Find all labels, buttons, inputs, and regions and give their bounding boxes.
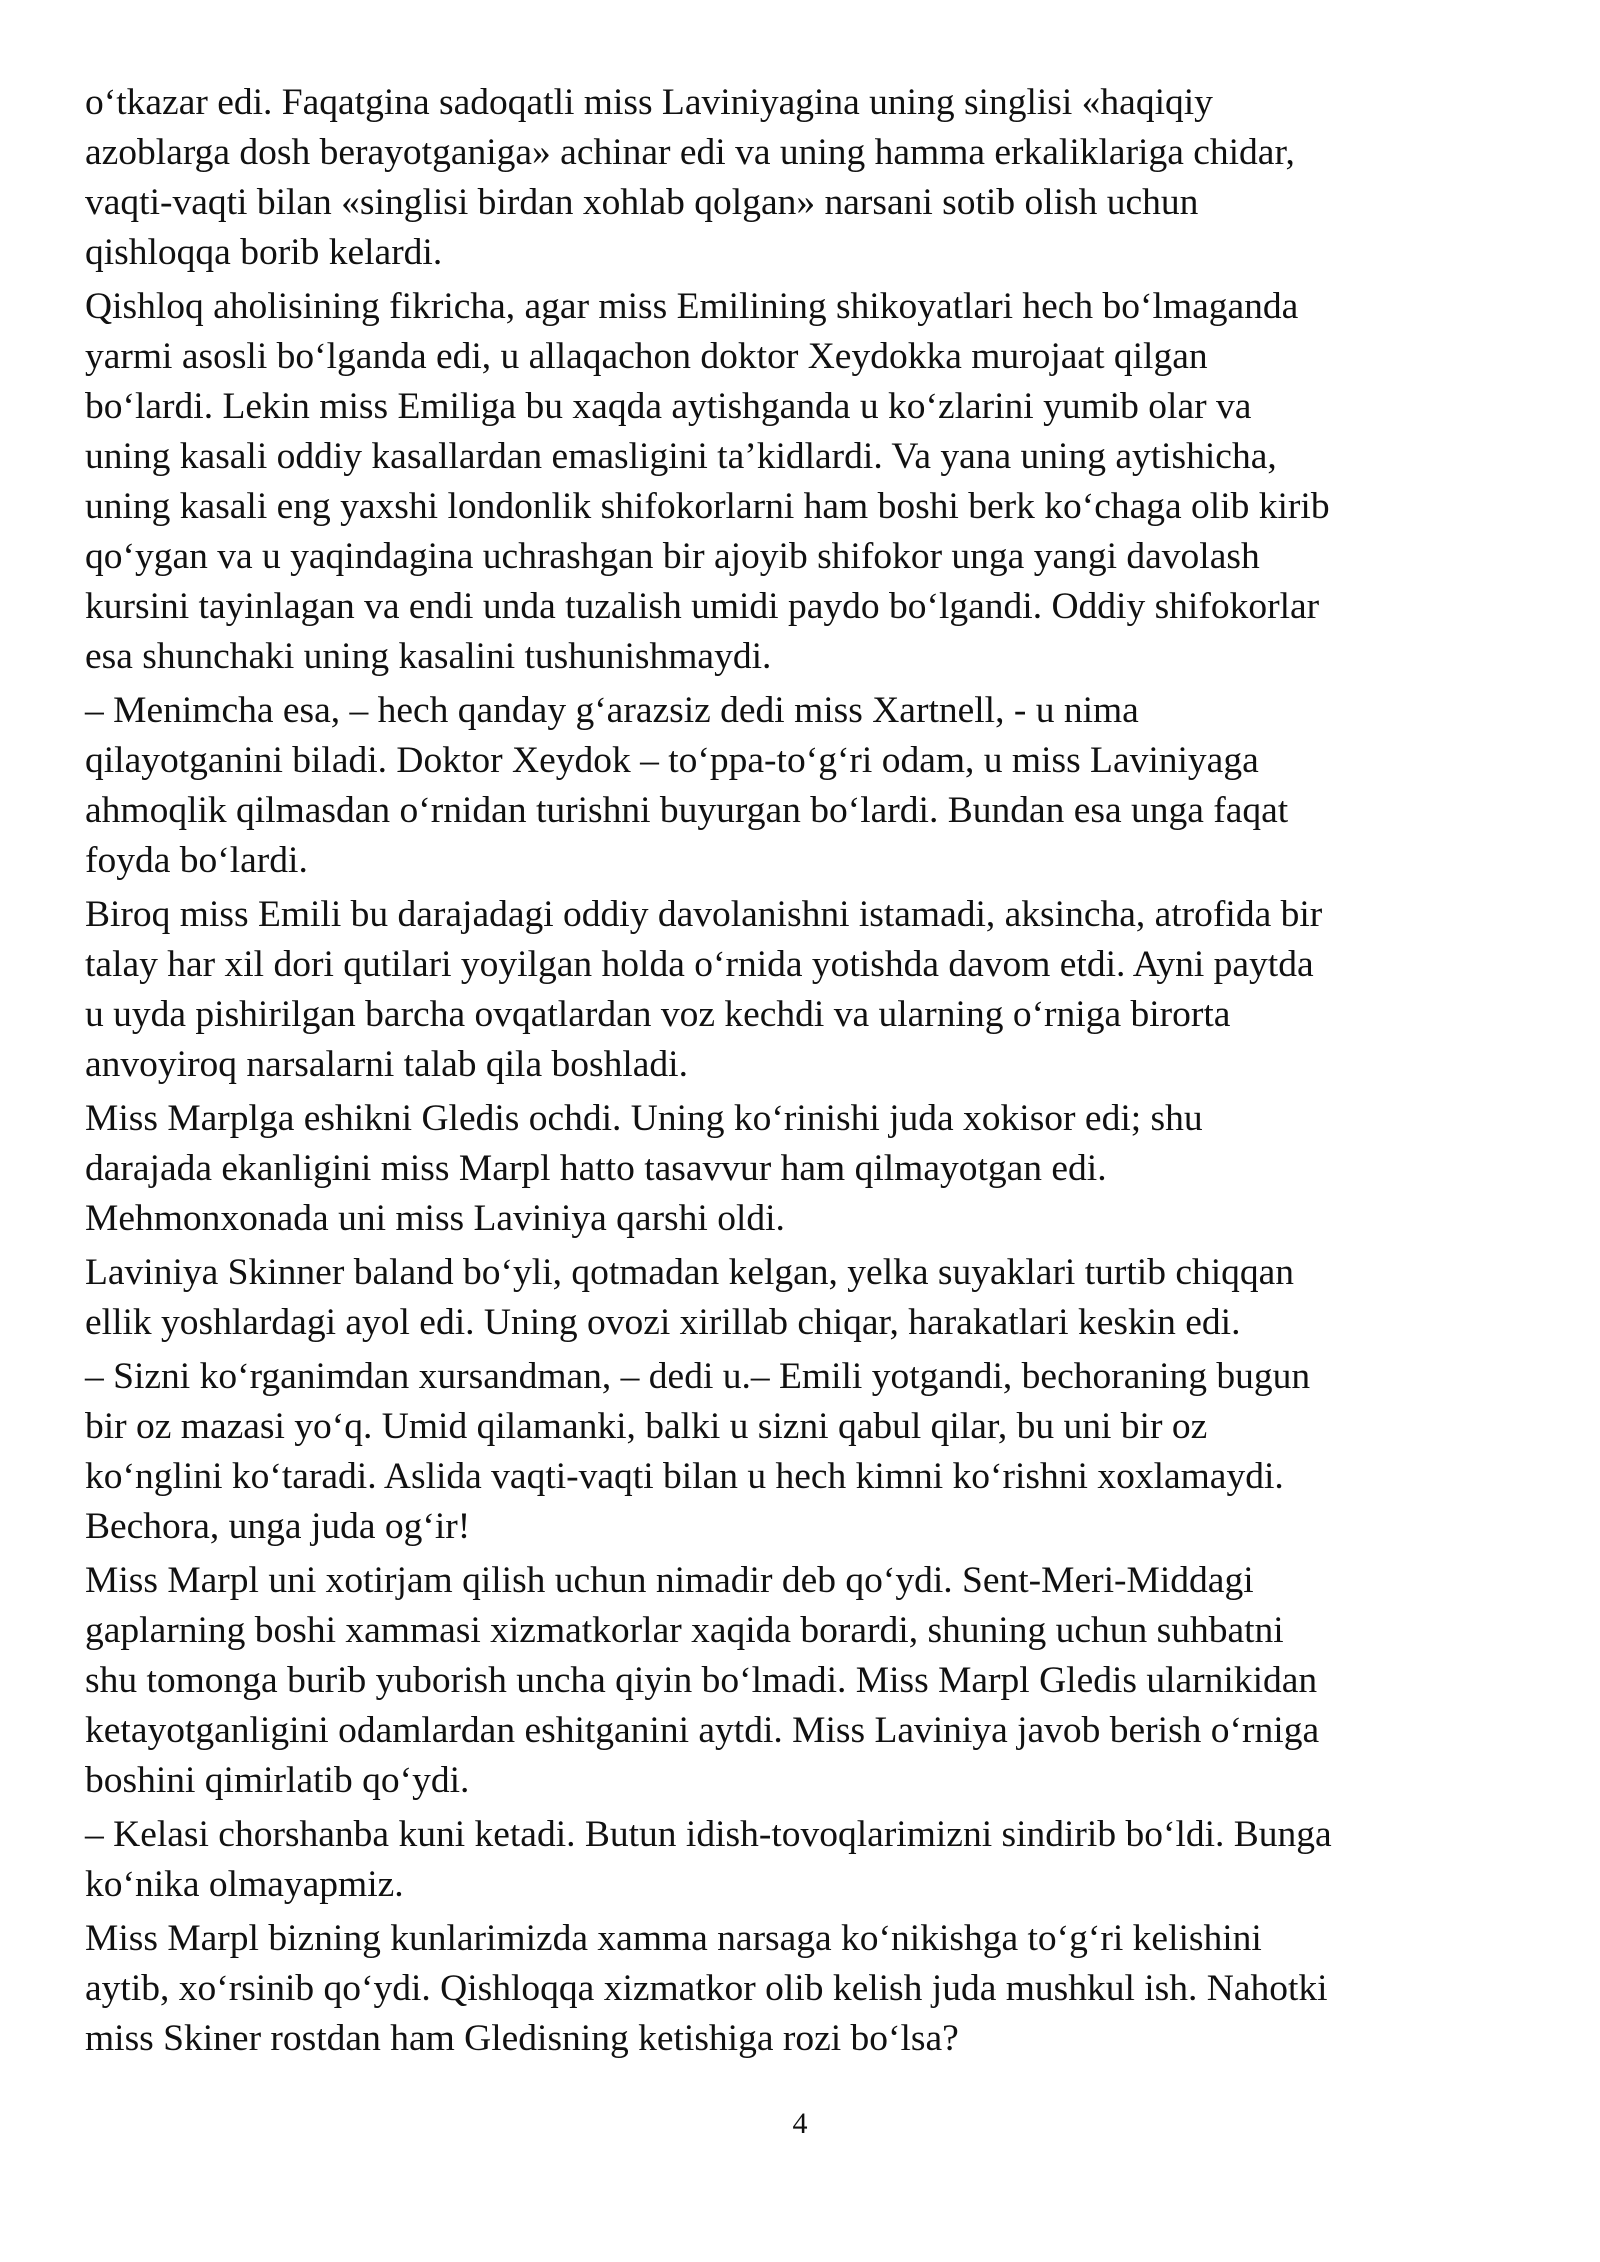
text-line: vaqti-vaqti bilan «singlisi birdan xohlab qolgan» narsani sotib olish uchun bbox=[85, 182, 1199, 223]
text-line: Miss Marplga eshikni Gledis ochdi. Uning ko‘rinishi juda xokisor edi; shu bbox=[85, 1098, 1203, 1139]
text-line: – Sizni ko‘rganimdan xursandman, – dedi u.– Emili yotgandi, bechoraning bugun bbox=[85, 1356, 1311, 1397]
paragraph bbox=[85, 1248, 1545, 1348]
text-line: o‘tkazar edi. Faqatgina sadoqatli miss Laviniyagina uning singlisi «haqiqiy bbox=[85, 82, 1213, 123]
text-line: foyda bo‘lardi. bbox=[85, 840, 308, 881]
text-line: darajada ekanligini miss Marpl hatto tasavvur ham qilmayotgan edi. bbox=[85, 1148, 1107, 1189]
text-line: Mehmonxonada uni miss Laviniya qarshi oldi. bbox=[85, 1198, 785, 1239]
text-line: Biroq miss Emili bu darajadagi oddiy davolanishni istamadi, aksincha, atrofida bir bbox=[85, 894, 1323, 935]
text-line: qishloqqa borib kelardi. bbox=[85, 232, 443, 273]
text-line: aytib, xo‘rsinib qo‘ydi. Qishloqqa xizmatkor olib kelish juda mushkul ish. Nahotki bbox=[85, 1968, 1328, 2009]
paragraph bbox=[85, 1352, 1545, 1552]
paragraph bbox=[85, 890, 1545, 1090]
text-line: ketayotganligini odamlardan eshitganini aytdi. Miss Laviniya javob berish o‘rniga bbox=[85, 1710, 1320, 1751]
text-line: Miss Marpl uni xotirjam qilish uchun nimadir deb qo‘ydi. Sent-Meri-Middagi bbox=[85, 1560, 1254, 1601]
paragraph bbox=[85, 78, 1545, 278]
text-line: uning kasali eng yaxshi londonlik shifokorlarni ham boshi berk ko‘chaga olib kirib bbox=[85, 486, 1330, 527]
text-line: Miss Marpl bizning kunlarimizda xamma narsaga ko‘nikishga to‘g‘ri kelishini bbox=[85, 1918, 1262, 1959]
paragraph bbox=[85, 282, 1545, 682]
paragraph bbox=[85, 1556, 1545, 1806]
text-line: qo‘ygan va u yaqindagina uchrashgan bir ajoyib shifokor unga yangi davolash bbox=[85, 536, 1260, 577]
text-line: gaplarning boshi xammasi xizmatkorlar xaqida borardi, shuning uchun suhbatni bbox=[85, 1610, 1284, 1651]
text-line: bir oz mazasi yo‘q. Umid qilamanki, balki u sizni qabul qilar, bu uni bir oz bbox=[85, 1406, 1208, 1447]
paragraph bbox=[85, 1810, 1545, 1910]
text-line: shu tomonga burib yuborish uncha qiyin bo‘lmadi. Miss Marpl Gledis ularnikidan bbox=[85, 1660, 1318, 1701]
text-line: Bechora, unga juda og‘ir! bbox=[85, 1506, 471, 1547]
text-line: Laviniya Skinner baland bo‘yli, qotmadan kelgan, yelka suyaklari turtib chiqqan bbox=[85, 1252, 1295, 1293]
text-line: anvoyiroq narsalarni talab qila boshladi. bbox=[85, 1044, 688, 1085]
paragraph bbox=[85, 686, 1545, 886]
body-text bbox=[85, 78, 1545, 2068]
text-line: azoblarga dosh berayotganiga» achinar edi va uning hamma erkaliklariga chidar, bbox=[85, 132, 1295, 173]
text-line: ellik yoshlardagi ayol edi. Uning ovozi xirillab chiqar, harakatlari keskin edi. bbox=[85, 1302, 1241, 1343]
text-line: miss Skiner rostdan ham Gledisning ketishiga rozi bo‘lsa? bbox=[85, 2018, 959, 2059]
text-line: talay har xil dori qutilari yoyilgan holda o‘rnida yotishda davom etdi. Ayni paytda bbox=[85, 944, 1314, 985]
text-line: ahmoqlik qilmasdan o‘rnidan turishni buyurgan bo‘lardi. Bundan esa unga faqat bbox=[85, 790, 1289, 831]
text-line: Qishloq aholisining fikricha, agar miss Emilining shikoyatlari hech bo‘lmaganda bbox=[85, 286, 1299, 327]
text-line: ko‘nika olmayapmiz. bbox=[85, 1864, 404, 1905]
text-line: – Menimcha esa, – hech qanday g‘arazsiz dedi miss Xartnell, - u nima bbox=[85, 690, 1139, 731]
text-line: boshini qimirlatib qo‘ydi. bbox=[85, 1760, 470, 1801]
paragraph bbox=[85, 1914, 1545, 2064]
text-line: bo‘lardi. Lekin miss Emiliga bu xaqda aytishganda u ko‘zlarini yumib olar va bbox=[85, 386, 1252, 427]
paragraph bbox=[85, 1094, 1545, 1244]
text-line: – Kelasi chorshanba kuni ketadi. Butun idish-tovoqlarimizni sindirib bo‘ldi. Bunga bbox=[85, 1814, 1332, 1855]
text-line: esa shunchaki uning kasalini tushunishmaydi. bbox=[85, 636, 772, 677]
text-line: yarmi asosli bo‘lganda edi, u allaqachon doktor Xeydokka murojaat qilgan bbox=[85, 336, 1208, 377]
text-line: uning kasali oddiy kasallardan emasligini ta’kidlardi. Va yana uning aytishicha, bbox=[85, 436, 1277, 477]
text-line: qilayotganini biladi. Doktor Xeydok – to‘ppa-to‘g‘ri odam, u miss Laviniyaga bbox=[85, 740, 1259, 781]
text-line: u uyda pishirilgan barcha ovqatlardan voz kechdi va ularning o‘rniga birorta bbox=[85, 994, 1231, 1035]
page-number: 4 bbox=[792, 2107, 808, 2140]
text-line: ko‘nglini ko‘taradi. Aslida vaqti-vaqti bilan u hech kimni ko‘rishni xoxlamaydi. bbox=[85, 1456, 1284, 1497]
text-line: kursini tayinlagan va endi unda tuzalish umidi paydo bo‘lgandi. Oddiy shifokorlar bbox=[85, 586, 1320, 627]
